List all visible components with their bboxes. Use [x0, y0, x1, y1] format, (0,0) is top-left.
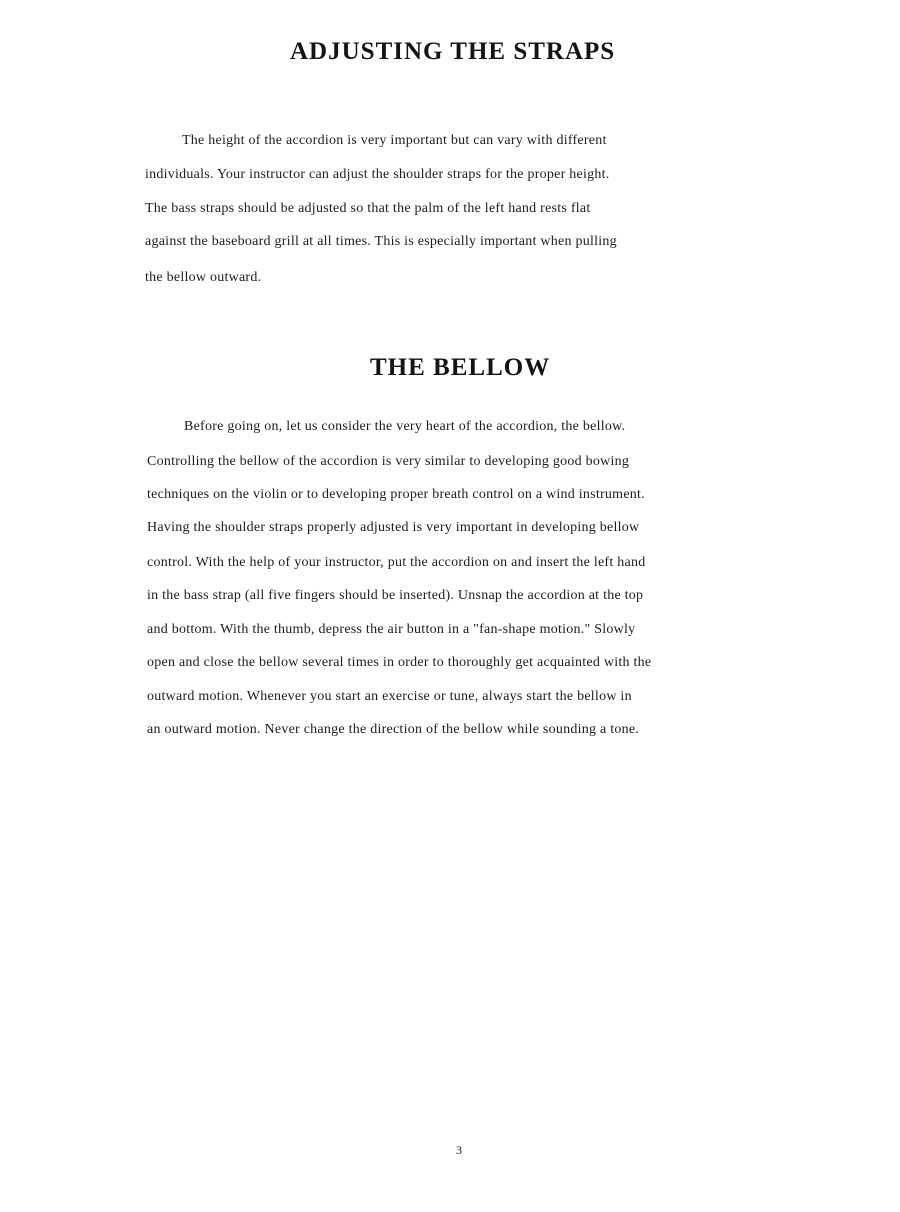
- paragraph-line: open and close the bellow several times in order to thoroughly get acquainted with the: [147, 655, 652, 670]
- paragraph-line: outward motion. Whenever you start an exercise or tune, always start the bellow in: [147, 689, 632, 704]
- paragraph-line: individuals. Your instructor can adjust the shoulder straps for the proper height.: [145, 167, 610, 182]
- paragraph-line: techniques on the violin or to developing proper breath control on a wind instrument.: [147, 487, 645, 502]
- section-heading-adjusting-the-straps: ADJUSTING THE STRAPS: [290, 38, 616, 65]
- paragraph-line: the bellow outward.: [145, 270, 262, 285]
- page-number: 3: [456, 1143, 462, 1157]
- paragraph-line: in the bass strap (all five fingers should be inserted). Unsnap the accordion at the top: [147, 588, 644, 603]
- paragraph-line: an outward motion. Never change the direction of the bellow while sounding a tone.: [147, 722, 640, 737]
- paragraph-line: and bottom. With the thumb, depress the air button in a "fan-shape motion." Slowly: [147, 622, 636, 637]
- paragraph-line: control. With the help of your instructor, put the accordion on and insert the left hand: [147, 555, 646, 570]
- paragraph-line: Controlling the bellow of the accordion is very similar to developing good bowing: [147, 454, 630, 469]
- paragraph-line: The bass straps should be adjusted so that the palm of the left hand rests flat: [145, 201, 591, 216]
- section-heading-the-bellow: THE BELLOW: [370, 354, 551, 381]
- paragraph-line: Before going on, let us consider the very heart of the accordion, the bellow.: [184, 419, 626, 434]
- paragraph-line: Having the shoulder straps properly adjusted is very important in developing bellow: [147, 520, 640, 535]
- paragraph-line: The height of the accordion is very important but can vary with different: [182, 133, 607, 148]
- paragraph-line: against the baseboard grill at all times. This is especially important when pulling: [145, 234, 617, 249]
